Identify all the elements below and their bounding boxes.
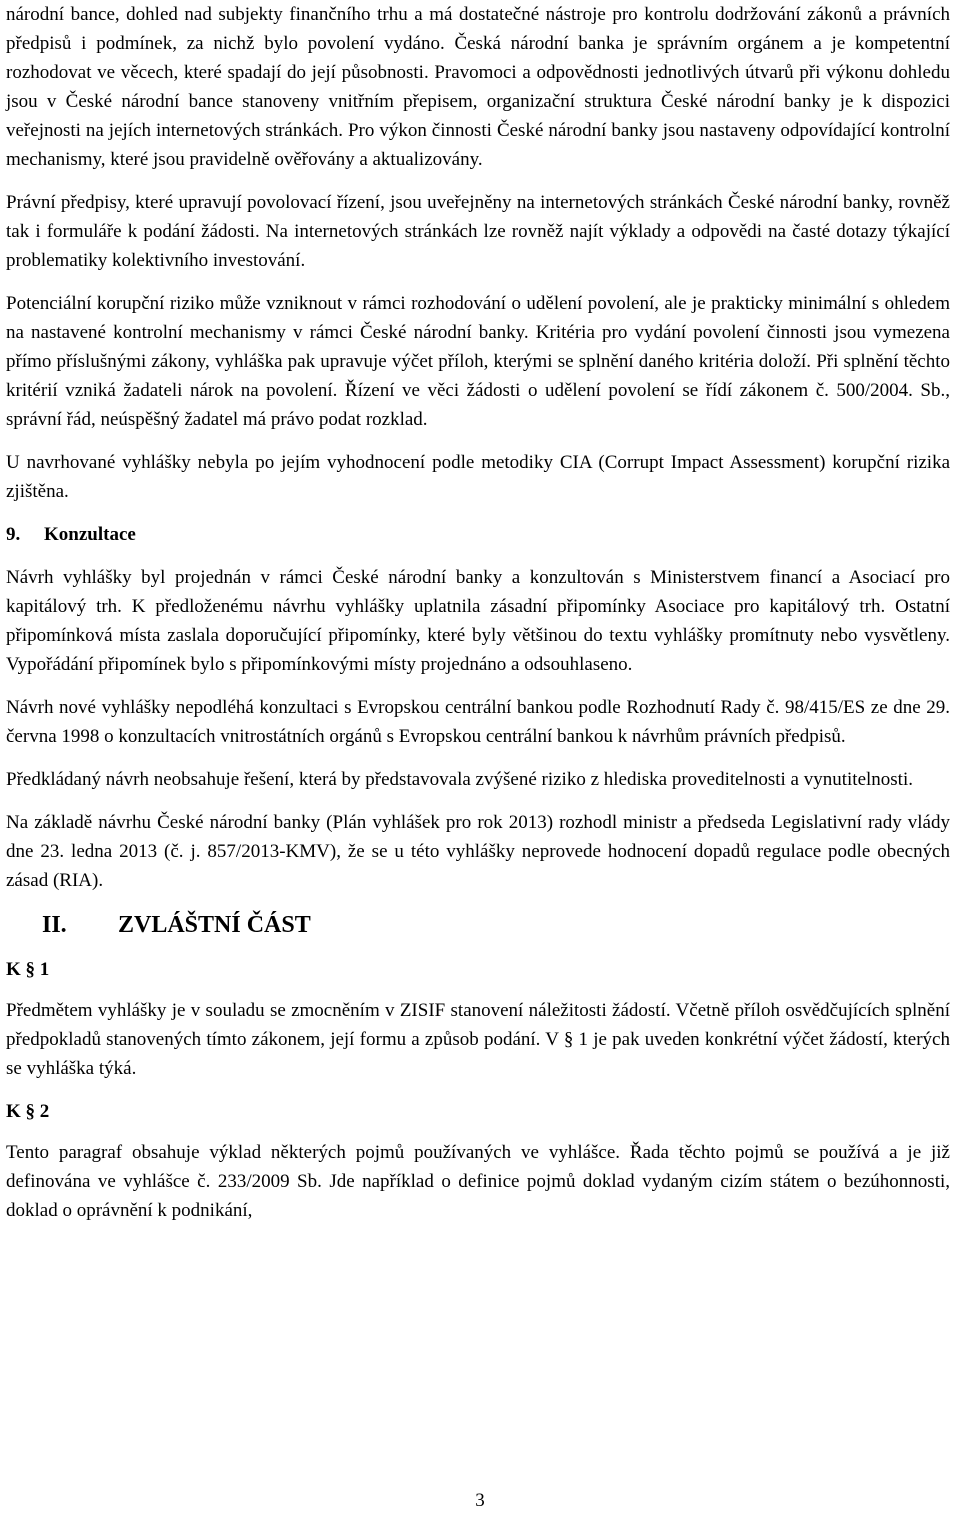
section-title: Konzultace [44,524,136,545]
body-paragraph: Návrh nové vyhlášky nepodléhá konzultaci s Evropskou centrální bankou podle Rozhodnutí Rady č. 98/415/ES ze dne 29. června 1998 o konzultacích vnitrostátních orgánů s Evropskou centrální bankou k návrhům právních předpisů. [6,697,950,747]
section-number: 9. [6,524,21,545]
body-paragraph: Potenciální korupční riziko může vzniknout v rámci rozhodování o udělení povolení, ale je prakticky minimální s ohledem na nastavené kontrolní mechanismy v rámci České národní banky. Kritéria pro vydání povolení činnosti jsou vymezena přímo příslušnými zákony, vyhláška pak upravuje výčet příloh, kterými se splnění daného kritéria doloží. Při splnění těchto kritérií vzniká žadateli nárok na povolení. Řízení ve věci žádosti o udělení povolení se řídí zákonem č. 500/2004. Sb., správní řád, neúspěšný žadatel má právo podat rozklad. [6,293,950,430]
section-heading [6,520,950,549]
body-paragraph: U navrhované vyhlášky nebyla po jejím vyhodnocení podle metodiky CIA (Corrupt Impact Assessment) korupční rizika zjištěna. [6,452,950,502]
page-number: 3 [475,1490,485,1511]
body-paragraph: Na základě návrhu České národní banky (Plán vyhlášek pro rok 2013) rozhodl ministr a předseda Legislativní rady vlády dne 23. ledna 2013 (č. j. 857/2013-KMV), že se u této vyhlášky neprovede hodnocení dopadů regulace podle obecných zásad (RIA). [6,812,950,891]
body-paragraph: Předmětem vyhlášky je v souladu se zmocněním v ZISIF stanovení náležitosti žádostí. Včetně příloh osvědčujících splnění předpokladů stanovených tímto zákonem, její formu a způsob podání. V § 1 je pak uveden konkrétní výčet žádostí, kterých se vyhláška týká. [6,1000,950,1079]
body-paragraph: Předkládaný návrh neobsahuje řešení, která by představovala zvýšené riziko z hlediska proveditelnosti a vynutitelnosti. [6,769,913,790]
document-page [6,0,950,1239]
part-heading [6,909,950,941]
paragraph-heading-k1: K § 1 [6,959,50,980]
body-paragraph: Návrh vyhlášky byl projednán v rámci České národní banky a konzultován s Ministerstvem financí a Asociací pro kapitálový trh. K předloženému návrhu vyhlášky uplatnila zásadní připomínky Asociace pro kapitálový trh. Ostatní připomínková místa zaslala doporučující připomínky, které byly většinou do textu vyhlášky promítnuty nebo vysvětleny. Vypořádání připomínek bylo s připomínkovými místy projednáno a odsouhlaseno. [6,567,950,675]
paragraph-heading-k2: K § 2 [6,1101,50,1122]
part-title: ZVLÁŠTNÍ ČÁST [118,912,311,938]
body-paragraph: Tento paragraf obsahuje výklad některých pojmů používaných ve vyhlášce. Řada těchto pojmů se používá a je již definována ve vyhlášce č. 233/2009 Sb. Jde například o definice pojmů doklad vydaným cizím státem o bezúhonnosti, doklad o oprávnění k podnikání, [6,1142,950,1221]
body-paragraph: národní bance, dohled nad subjekty finančního trhu a má dostatečné nástroje pro kontrolu dodržování zákonů a právních předpisů i podmínek, za nichž bylo povolení vydáno. Česká národní banka je správním orgánem a je kompetentní rozhodovat ve věcech, které spadají do její působnosti. Pravomoci a odpovědnosti jednotlivých útvarů při výkonu dohledu jsou v České národní bance stanoveny vnitřním přepisem, organizační struktura České národní banky je k dispozici veřejnosti na jejích internetových stránkách. Pro výkon činnosti České národní banky jsou nastaveny odpovídající kontrolní mechanismy, které jsou pravidelně ověřovány a aktualizovány. [6,4,950,170]
part-number: II. [42,912,67,938]
body-paragraph: Právní předpisy, které upravují povolovací řízení, jsou uveřejněny na internetových stránkách České národní banky, rovněž tak i formuláře k podání žádosti. Na internetových stránkách lze rovněž najít výklady a odpovědi na časté dotazy týkající problematiky kolektivního investování. [6,192,950,271]
